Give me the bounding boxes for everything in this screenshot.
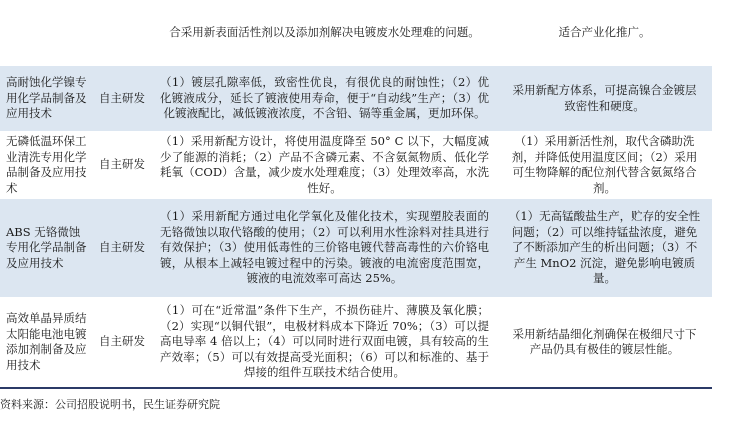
tech-feature-cell: 适合产业化推广。 xyxy=(558,24,651,39)
table-bottom-rule xyxy=(0,387,712,389)
tech-content-cell: （1）镀层孔隙率低，致密性优良，有很优良的耐蚀性；（2）优化镀液成分，延长了镀液使用寿命，便于“自动线”生产；（3）优化镀液配比，减低镀液浓度，不含铅、镉等重金属，更加环保。 xyxy=(160,75,489,121)
tech-name-cell: 高耐蚀化学镍专用化学品制备及应用技术 xyxy=(6,75,87,121)
tech-name-cell: ABS 无铬微蚀专用化学品制备及应用技术 xyxy=(6,224,87,270)
tech-content-cell: （1）可在“近常温”条件下生产，不损伤硅片、薄膜及氧化膜；（2）实现“以铜代银”，电极材料成本下降近 70%；（3）可以提高电导率 4 倍以上；（4）可以同时进行双面电镀，具有较高的生产效率；（5）可以有效提高受光面积；（6）可以和标准的、基于焊接的组件互联技术结合使用。 xyxy=(160,303,489,380)
table-row xyxy=(0,66,712,132)
rd-type-cell: 自主研发 xyxy=(99,240,145,255)
tech-feature-cell: （1）无高锰酸盐生产，贮存的安全性问题；（2）可以维持锰盐浓度，避免了不断添加产生的析出问题；（3）不产生 MnO2 沉淀，避免影响电镀质量。 xyxy=(508,209,701,286)
table-row xyxy=(0,132,712,199)
source-note: 资料来源：公司招股说明书，民生证券研究院 xyxy=(0,398,220,411)
tech-feature-cell: 采用新结晶细化剂确保在极细尺寸下产品仍具有极佳的镀层性能。 xyxy=(512,326,697,356)
table-row xyxy=(0,0,712,66)
tech-name-cell xyxy=(0,0,92,65)
rd-type-cell: 自主研发 xyxy=(99,90,145,105)
tech-name-cell: 高效单晶异质结太阳能电池电镀添加剂制备及应用技术 xyxy=(6,311,87,372)
tech-name-cell: 无磷低温环保工业清洗专用化学品制备及应用技术 xyxy=(6,134,87,195)
tech-content-cell: （1）采用新配方设计，将使用温度降至 50° C 以下，大幅度减少了能源的消耗；（2）产品不含磷元素、不含氨氮物质、低化学耗氧（COD）含量，减少废水处理难度；（3）处理效率高，水洗性好。 xyxy=(160,134,489,195)
tech-feature-cell: 采用新配方体系，可提高镍合金镀层致密性和硬度。 xyxy=(512,83,697,113)
tech-content-cell: （1）采用新配方通过电化学氧化及催化技术，实现塑胶表面的无铬微蚀以取代铬酸的使用；（2）可以利用水性涂料对挂具进行有效保护；（3）使用低毒性的三价铬电镀代替高毒性的六价铬电镀，从根本上减轻电镀过程中的污染。镀液的电流密度范围宽，镀液的电流效率可高达 25%。 xyxy=(160,209,489,286)
tech-feature-cell: （1）采用新活性剂，取代含磷助洗剂，并降低使用温度区间；（2）采用可生物降解的配位剂代替含氨氮络合剂。 xyxy=(511,134,698,195)
rd-type-cell: 自主研发 xyxy=(99,334,145,349)
rd-type-cell: 自主研发 xyxy=(99,157,145,172)
table-row xyxy=(0,199,712,298)
tech-content-cell: 合采用新表面活性剂以及添加剂解决电镀废水处理难的问题。 xyxy=(169,24,480,39)
table-row xyxy=(0,298,712,387)
rd-type-cell xyxy=(92,0,152,65)
